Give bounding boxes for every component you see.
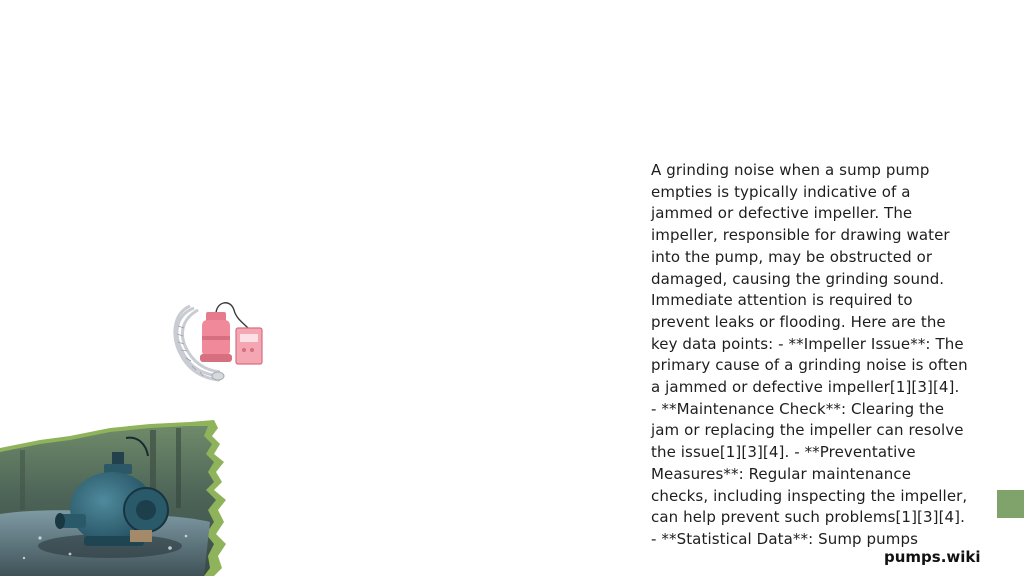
accent-block	[997, 490, 1024, 518]
submersible-pump-icon	[172, 296, 264, 384]
pump-in-water-photo	[0, 418, 232, 576]
site-watermark: pumps.wiki	[884, 548, 981, 566]
article-body: A grinding noise when a sump pump empties is typically indicative of a jammed or defective impeller. The impeller, responsible for drawing water into the pump, may be obstructed or damaged, causing the grinding sound. Immediate attention is required to prevent leaks or flooding. Here are the key data points: - **Impeller Issue**: The primary cause of a grinding noise is often a jammed or defective impeller[1][3][4]. - **Maintenance Check**: Clearing the jam or replacing the impeller can resolve the issue[1][3][4]. - **Preventative Measures**: Regular maintenance checks, including inspecting the impeller, can help prevent such problems[1][3][4]. - **Statistical Data**: Sump pumps	[651, 161, 968, 548]
